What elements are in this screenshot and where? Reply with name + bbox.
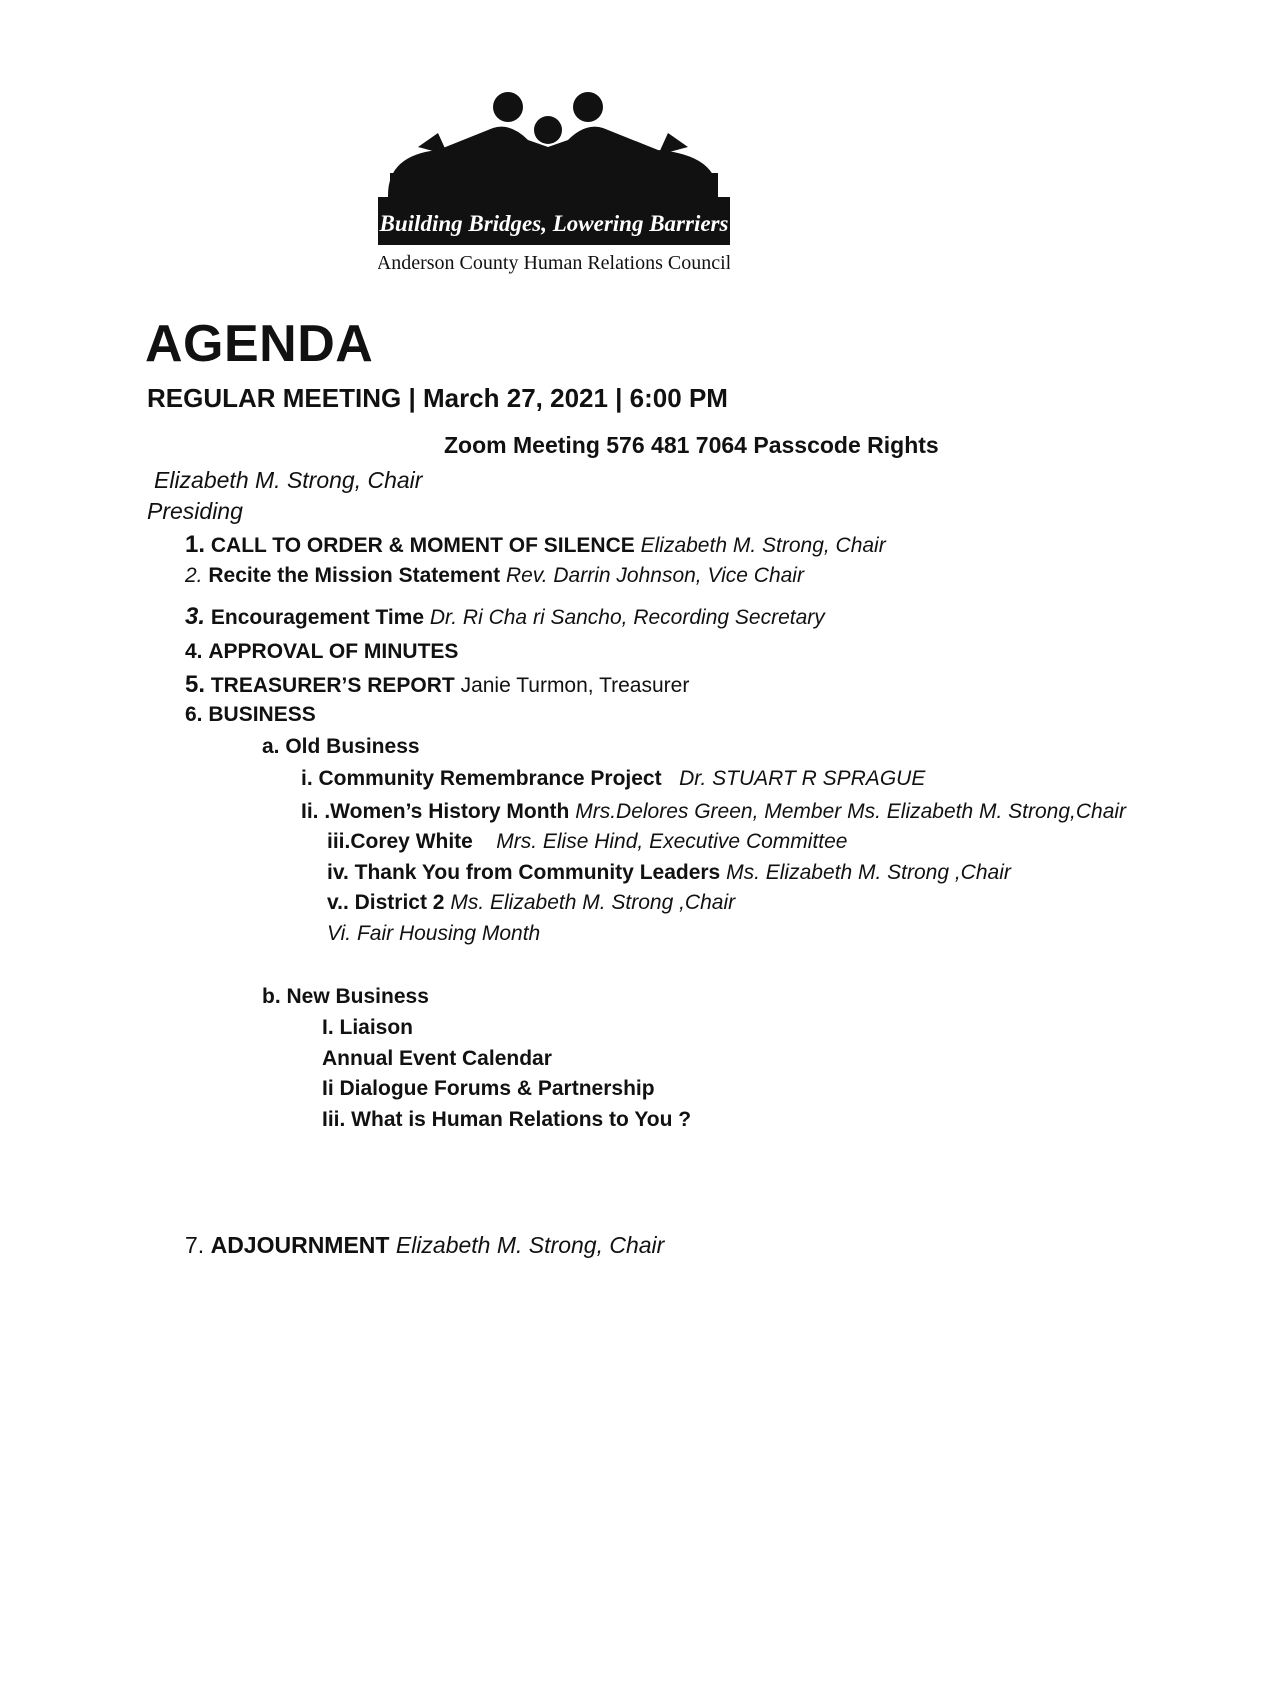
logo-org-name: Anderson County Human Relations Council bbox=[378, 252, 730, 274]
item-person: Elizabeth M. Strong, Chair bbox=[640, 534, 886, 557]
agenda-item-1 bbox=[185, 531, 886, 559]
agenda-item-2 bbox=[185, 564, 804, 588]
old-business-item: iv. Thank You from Community Leaders Ms. Elizabeth M. Strong ,Chair bbox=[327, 861, 1011, 884]
item-person: Janie Turmon, Treasurer bbox=[460, 674, 690, 697]
agenda-item-3 bbox=[185, 603, 825, 631]
agenda-item-7 bbox=[185, 1232, 664, 1259]
item-title: Encouragement Time bbox=[210, 606, 425, 629]
new-business-item: Iii. What is Human Relations to You ? bbox=[322, 1108, 692, 1131]
logo-tagline: Building Bridges, Lowering Barriers bbox=[379, 211, 729, 236]
presiding-label: Presiding bbox=[147, 498, 243, 524]
agenda-item-6 bbox=[185, 703, 316, 727]
agenda-item-5 bbox=[185, 671, 689, 699]
old-business-item: i. Community Remembrance Project Dr. STUART R SPRAGUE bbox=[301, 767, 926, 790]
new-business-heading: b. New Business bbox=[262, 985, 429, 1008]
item-person: Dr. Ri Cha ri Sancho, Recording Secretary bbox=[429, 606, 825, 629]
old-business-heading: a. Old Business bbox=[262, 735, 420, 758]
chair-name: Elizabeth M. Strong, Chair bbox=[154, 467, 423, 493]
new-business-item: I. Liaison bbox=[322, 1016, 414, 1039]
new-business-item: Ii Dialogue Forums & Partnership bbox=[322, 1077, 655, 1100]
item-title: CALL TO ORDER & MOMENT OF SILENCE bbox=[210, 534, 635, 557]
item-number: 5. bbox=[185, 671, 206, 698]
old-business-item: iii.Corey White Mrs. Elise Hind, Executive Committee bbox=[327, 830, 848, 853]
item-person: Elizabeth M. Strong, Chair bbox=[395, 1232, 665, 1258]
council-logo bbox=[378, 85, 730, 280]
new-business-item: Annual Event Calendar bbox=[322, 1047, 552, 1070]
item-number: 3. bbox=[185, 603, 206, 630]
old-business-item: Ii. .Women’s History Month Mrs.Delores Green, Member Ms. Elizabeth M. Strong,Chair bbox=[301, 800, 1127, 823]
agenda-item-4 bbox=[185, 640, 458, 664]
item-title: ADJOURNMENT bbox=[210, 1232, 390, 1258]
item-number: 7. bbox=[185, 1232, 205, 1258]
item-title: TREASURER’S REPORT bbox=[210, 674, 455, 697]
meeting-subtitle: REGULAR MEETING | March 27, 2021 | 6:00 PM bbox=[147, 383, 728, 413]
bridge-people-logo-graphic bbox=[378, 85, 730, 280]
old-business-item: v.. District 2 Ms. Elizabeth M. Strong ,Chair bbox=[327, 891, 736, 914]
item-person: Rev. Darrin Johnson, Vice Chair bbox=[505, 564, 804, 587]
item-number: 6. bbox=[185, 703, 203, 726]
old-business-item: Vi. Fair Housing Month bbox=[327, 922, 541, 945]
item-title: Recite the Mission Statement bbox=[208, 564, 501, 587]
item-number: 4. bbox=[185, 640, 203, 663]
item-title: BUSINESS bbox=[208, 703, 316, 726]
item-title: APPROVAL OF MINUTES bbox=[208, 640, 459, 663]
item-number: 2. bbox=[185, 564, 203, 587]
zoom-info: Zoom Meeting 576 481 7064 Passcode Rights bbox=[444, 432, 939, 458]
item-number: 1. bbox=[185, 531, 206, 558]
page-title: AGENDA bbox=[145, 315, 374, 373]
